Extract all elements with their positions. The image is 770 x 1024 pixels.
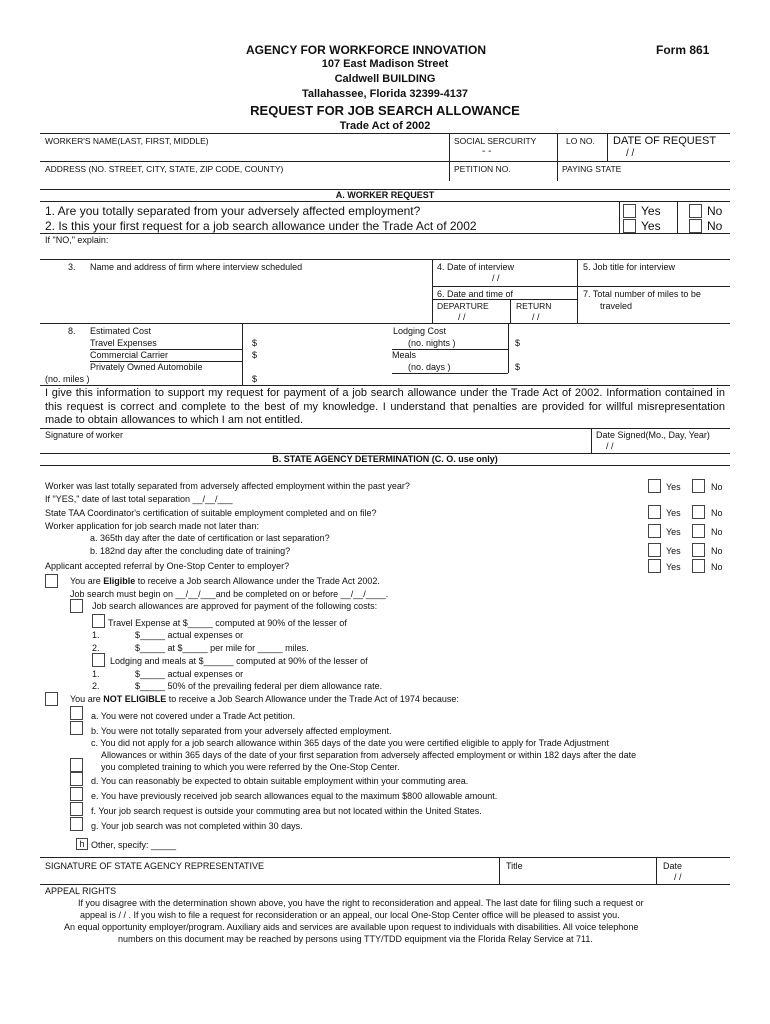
- certification-statement: I give this information to support my request for payment of a job search allowance under the Trade Act of 2002. Information contained in this request is correct and complete to the best of my knowledge. I understand that penalties are provided for willful misrepresentation made to obtain allowances to which I am not entitled.: [45, 387, 725, 426]
- travel-expenses-amount[interactable]: $: [252, 338, 258, 348]
- meals-option-2: $_____ 50% of the prevailing federal per diem allowance rate.: [135, 681, 383, 691]
- eligible-checkbox[interactable]: [45, 574, 58, 588]
- reason-h: Other, specify: _____: [91, 840, 177, 850]
- lodging-meals-line: Lodging and meals at $______ computed at 90% of the lesser of: [110, 656, 368, 666]
- section-a-heading: A. WORKER REQUEST: [335, 190, 435, 200]
- q7-label: 7. Total number of miles to be: [583, 289, 701, 299]
- eligible-statement: You are Eligible to receive a Job search Allowance under the Trade Act 2002.: [70, 576, 380, 586]
- search-dates-line: Job search must begin on __/__/___and be completed on or before __/__/____.: [70, 589, 389, 599]
- lo-no-label: LO NO.: [566, 136, 595, 146]
- meals-amount[interactable]: $: [515, 362, 521, 372]
- det5-no-checkbox[interactable]: [692, 524, 705, 538]
- det6-no-label: No: [711, 546, 723, 556]
- det-line-1: Worker was last totally separated from adversely affected employment within the past year?: [45, 481, 410, 491]
- det6-no-checkbox[interactable]: [692, 543, 705, 557]
- address-line-2: Caldwell BUILDING: [334, 73, 436, 85]
- appeal-text-2: appeal is / / . If you wish to file a request for reconsideration or an appeal, our local One-Stop Center office will be pleased to assist you.: [80, 910, 620, 920]
- meals-label: Meals: [392, 350, 417, 360]
- ssn-field[interactable]: - -: [482, 146, 492, 157]
- travel-option-2: $_____ at $_____ per mile for _____ miles.: [135, 643, 309, 653]
- q8-number: 8.: [68, 326, 76, 336]
- reason-g-checkbox[interactable]: [70, 817, 83, 831]
- travel-option-1-number: 1.: [92, 630, 100, 640]
- det1-yes-checkbox[interactable]: [648, 479, 661, 493]
- meals-option-1-number: 1.: [92, 669, 100, 679]
- det1-no-label: No: [711, 482, 723, 492]
- not-eligible-statement: You are NOT ELIGIBLE to receive a Job Search Allowance under the Trade Act of 1974 because:: [70, 694, 459, 704]
- lodging-cost-label: Lodging Cost: [393, 326, 447, 336]
- det3-no-label: No: [711, 508, 723, 518]
- lodging-meals-checkbox[interactable]: [92, 653, 105, 667]
- det-line-4: Worker application for job search made not later than:: [45, 521, 259, 531]
- return-label: RETURN: [516, 301, 552, 311]
- q1-no-checkbox[interactable]: [689, 204, 702, 218]
- date-of-request-label: DATE OF REQUEST: [613, 135, 717, 147]
- agency-name: AGENCY FOR WORKFORCE INNOVATION: [246, 43, 486, 57]
- det-line-7: Applicant accepted referral by One-Stop Center to employer?: [45, 561, 290, 571]
- worker-signature-label: Signature of worker: [45, 430, 124, 440]
- reason-d-checkbox[interactable]: [70, 772, 83, 786]
- q3-number: 3.: [68, 262, 76, 272]
- travel-expense-checkbox[interactable]: [92, 614, 105, 628]
- date-signed-field[interactable]: / /: [606, 441, 614, 451]
- reason-c-line-1: c. You did not apply for a job search allowance within 365 days of the date you were certified eligible to apply for Trade Adjustment: [91, 738, 609, 748]
- det7-yes-label: Yes: [666, 562, 681, 572]
- q6-label: 6. Date and time of: [437, 289, 514, 299]
- date-signed-label: Date Signed(Mo., Day, Year): [596, 430, 710, 440]
- paying-state-label: PAYING STATE: [562, 164, 622, 174]
- reason-f: f. Your job search request is outside your commuting area but not located within the United States.: [91, 806, 482, 816]
- reason-g: g. Your job search was not completed within 30 days.: [91, 821, 303, 831]
- det6-yes-checkbox[interactable]: [648, 543, 661, 557]
- q1-yes-checkbox[interactable]: [623, 204, 636, 218]
- address-label: ADDRESS (NO. STREET, CITY, STATE, ZIP CODE, COUNTY): [45, 164, 284, 174]
- reason-b: b. You were not totally separated from your adversely affected employment.: [91, 726, 392, 736]
- section-b-heading: B. STATE AGENCY DETERMINATION (C. O. use only): [272, 454, 498, 464]
- reason-b-checkbox[interactable]: [70, 721, 83, 735]
- det5-yes-label: Yes: [666, 527, 681, 537]
- reason-a: a. You were not covered under a Trade Act petition.: [91, 711, 296, 721]
- date-label: Date: [663, 861, 683, 871]
- q4-label: 4. Date of interview: [437, 262, 515, 272]
- pov-label: Privately Owned Automobile: [90, 362, 203, 372]
- reason-d: d. You can reasonably be expected to obtain suitable employment within your commuting area.: [91, 776, 469, 786]
- reason-c-checkbox[interactable]: [70, 758, 83, 772]
- travel-expenses-label: Travel Expenses: [90, 338, 157, 348]
- address-line-3: Tallahassee, Florida 32399-4137: [301, 88, 469, 100]
- no-miles-label: (no. miles ): [45, 374, 90, 384]
- det7-yes-checkbox[interactable]: [648, 559, 661, 573]
- det-line-5: a. 365th day after the date of certification or last separation?: [90, 533, 330, 543]
- lodging-amount[interactable]: $: [515, 338, 521, 348]
- appeal-text-1: If you disagree with the determination shown above, you have the right to reconsideration and appeal. The last date for filing such a request or: [78, 898, 644, 908]
- pov-amount[interactable]: $: [252, 374, 258, 384]
- meals-option-2-number: 2.: [92, 681, 100, 691]
- rep-date-field[interactable]: / /: [674, 872, 682, 882]
- commercial-carrier-label: Commercial Carrier: [90, 350, 169, 360]
- return-date-field[interactable]: / /: [532, 312, 540, 322]
- det3-no-checkbox[interactable]: [692, 505, 705, 519]
- q5-label: 5. Job title for interview: [583, 262, 676, 272]
- date-of-request-field[interactable]: / /: [626, 148, 635, 159]
- no-nights-label: (no. nights ): [408, 338, 456, 348]
- q2-no-checkbox[interactable]: [689, 219, 702, 233]
- det-line-3: State TAA Coordinator's certification of suitable employment completed and on file?: [45, 508, 377, 518]
- det7-no-label: No: [711, 562, 723, 572]
- det6-yes-label: Yes: [666, 546, 681, 556]
- travel-option-1: $_____ actual expenses or: [135, 630, 244, 640]
- appeal-rights-heading: APPEAL RIGHTS: [45, 886, 117, 896]
- q2-yes-checkbox[interactable]: [623, 219, 636, 233]
- det1-no-checkbox[interactable]: [692, 479, 705, 493]
- no-days-label: (no. days ): [408, 362, 451, 372]
- interview-date-field[interactable]: / /: [492, 273, 500, 283]
- agency-rep-signature-label: SIGNATURE OF STATE AGENCY REPRESENTATIVE: [45, 861, 265, 871]
- estimated-cost-label: Estimated Cost: [90, 326, 152, 336]
- form-number: Form 861: [656, 43, 710, 57]
- det1-yes-label: Yes: [666, 482, 681, 492]
- form-subtitle: Trade Act of 2002: [339, 120, 431, 132]
- det5-no-label: No: [711, 527, 723, 537]
- det5-yes-checkbox[interactable]: [648, 524, 661, 538]
- reason-e-checkbox[interactable]: [70, 787, 83, 801]
- approved-statement: Job search allowances are approved for payment of the following costs:: [92, 601, 378, 611]
- approved-checkbox[interactable]: [70, 599, 83, 613]
- q3-label: Name and address of firm where interview scheduled: [90, 262, 303, 272]
- det7-no-checkbox[interactable]: [692, 559, 705, 573]
- det-line-6: b. 182nd day after the concluding date of training?: [90, 546, 291, 556]
- travel-option-2-number: 2.: [92, 643, 100, 653]
- det-line-2: If "YES," date of last total separation __/__/___: [45, 494, 233, 504]
- departure-label: DEPARTURE: [437, 301, 489, 311]
- reason-f-checkbox[interactable]: [70, 802, 83, 816]
- petition-label: PETITION NO.: [454, 164, 511, 174]
- q1-yes-label: Yes: [641, 204, 661, 218]
- reason-c-line-2: Allowances or within 365 days of the date of your first separation from adversely affected employment or within 182 days after the date: [101, 750, 637, 760]
- reason-a-checkbox[interactable]: [70, 706, 83, 720]
- q2-no-label: No: [707, 219, 723, 233]
- det3-yes-checkbox[interactable]: [648, 505, 661, 519]
- reason-h-checkbox[interactable]: h: [76, 838, 88, 850]
- worker-name-label: WORKER'S NAME(LAST, FIRST, MIDDLE): [45, 136, 209, 146]
- reason-e: e. You have previously received job search allowances equal to the maximum $800 allowable amount.: [91, 791, 498, 801]
- q1-no-label: No: [707, 204, 723, 218]
- question-1: 1. Are you totally separated from your adversely affected employment?: [45, 204, 421, 218]
- commercial-carrier-amount[interactable]: $: [252, 350, 258, 360]
- det3-yes-label: Yes: [666, 508, 681, 518]
- form-title: REQUEST FOR JOB SEARCH ALLOWANCE: [250, 103, 520, 118]
- ssn-label: SOCIAL SERCURITY: [454, 136, 537, 146]
- q7-traveled-label: traveled: [600, 301, 633, 311]
- q2-yes-label: Yes: [641, 219, 661, 233]
- eeo-text-2: numbers on this document may be reached by persons using TTY/TDD equipment via the Florida Relay Service at 711.: [118, 934, 593, 944]
- title-label: Title: [506, 861, 523, 871]
- question-2: 2. Is this your first request for a job search allowance under the Trade Act of 2002: [45, 219, 477, 233]
- if-no-explain-label: If "NO," explain:: [45, 235, 109, 245]
- reason-c-line-3: you completed training to which you were referred by the One-Stop Center.: [101, 762, 400, 772]
- address-line-1: 107 East Madison Street: [321, 58, 449, 70]
- travel-expense-line: Travel Expense at $_____ computed at 90% of the lesser of: [108, 618, 347, 628]
- eeo-text-1: An equal opportunity employer/program. Auxiliary aids and services are available upon request to individuals with disabilities. All voice telephone: [64, 922, 639, 932]
- not-eligible-checkbox[interactable]: [45, 692, 58, 706]
- departure-date-field[interactable]: / /: [458, 312, 466, 322]
- meals-option-1: $_____ actual expenses or: [135, 669, 244, 679]
